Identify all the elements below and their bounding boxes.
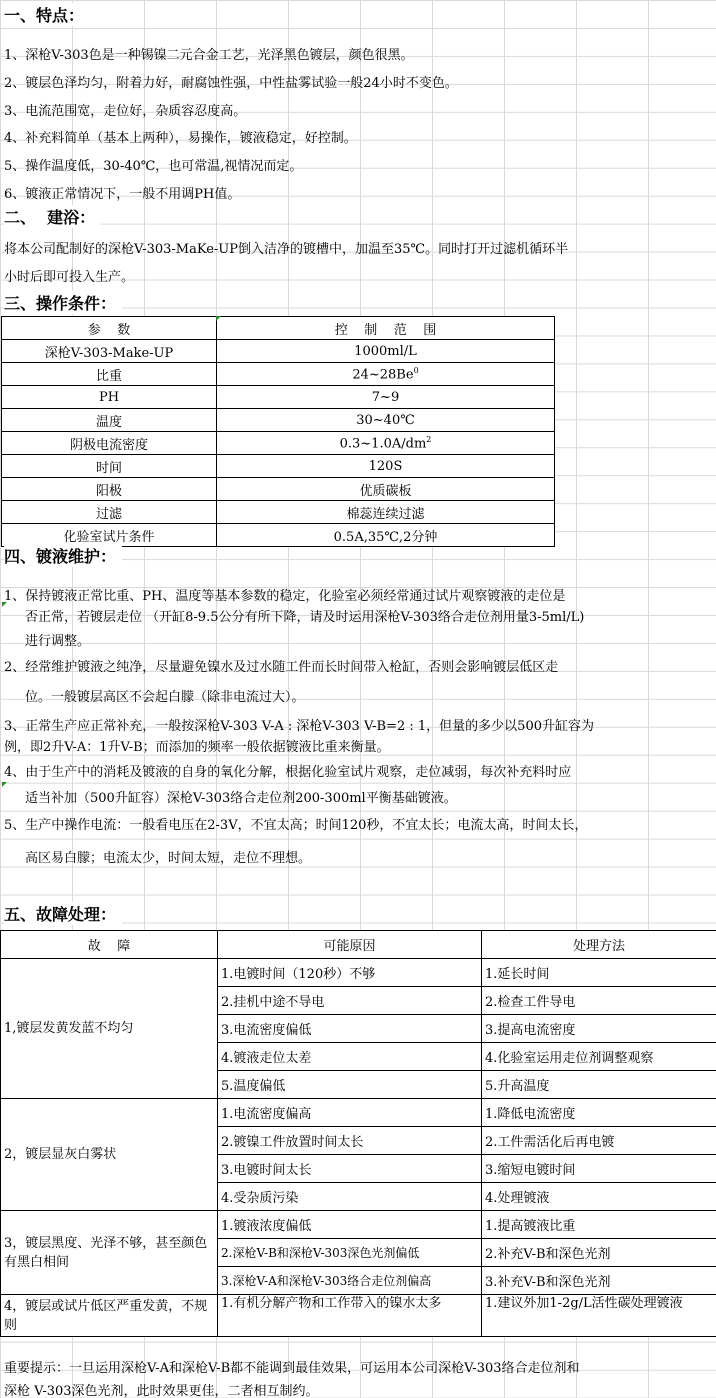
- value-cell: 优质碳板: [217, 478, 555, 501]
- value-cell: [217, 432, 555, 455]
- value-cell: 1000ml/L: [217, 340, 555, 363]
- cause-cell: 1.电流密度偏高: [218, 1099, 482, 1127]
- remedy-cell: 3.补充V-B和深色光剂: [482, 1267, 716, 1295]
- value-superscript: 0: [413, 365, 419, 375]
- value-cell: 棉蕊连续过滤: [217, 501, 555, 524]
- header-fault: 故 障: [1, 931, 218, 959]
- feature-item-5: 5、操作温度低，30-40℃，也可常温,视情况而定。: [4, 159, 303, 174]
- important-note-line-1: 重要提示：一旦运用深枪V-A和深枪V-B都不能调到最佳效果，可运用本公司深枪V-303络合走位剂和: [4, 1361, 580, 1376]
- table-row: [1, 1099, 716, 1127]
- param-cell: PH: [2, 386, 217, 409]
- table-row: [2, 501, 555, 524]
- fault-cell: 4，镀层或试片低区严重发黄，不规则: [1, 1295, 218, 1337]
- remedy-cell: 2.补充V-B和深色光剂: [482, 1239, 716, 1267]
- cause-cell: 5.温度偏低: [218, 1071, 482, 1099]
- maintenance-line-9: 适当补加（500升缸容）深枪V-303络合走位剂200-300ml平衡基础镀液。: [25, 791, 457, 806]
- feature-item-1: 1、深枪V-303色是一种锡镍二元合金工艺，光泽黑色镀层，颜色很黑。: [4, 48, 414, 63]
- header-param: 参 数: [2, 317, 217, 340]
- value-superscript: 2: [426, 434, 432, 444]
- cause-cell: 2.挂机中途不导电: [218, 987, 482, 1015]
- section-5-title: 五、故障处理：: [4, 902, 122, 925]
- cause-cell: 1.镀液浓度偏低: [218, 1211, 482, 1239]
- fault-cell: 2，镀层显灰白雾状: [1, 1099, 218, 1211]
- feature-item-4: 4、补充料简单（基本上两种），易操作，镀液稳定，好控制。: [4, 131, 357, 146]
- feature-item-2: 2、镀层色泽均匀，附着力好，耐腐蚀性强，中性盐雾试验一般24小时不变色。: [4, 76, 458, 91]
- remedy-cell: 5.升高温度: [482, 1071, 716, 1099]
- cause-cell: 1.电镀时间（120秒）不够: [218, 959, 482, 987]
- table-row: [2, 340, 555, 363]
- cause-cell: 2.深枪V-B和深枪V-303深色光剂偏低: [218, 1239, 482, 1267]
- table-row: [2, 432, 555, 455]
- makeup-text-line-2: 小时后即可投入生产。: [4, 270, 135, 285]
- table-row: [1, 1295, 716, 1337]
- maintenance-line-7: 例，即2升V-A：1升V-B；而添加的频率一般依据镀液比重来衡量。: [4, 740, 390, 755]
- table-row: [1, 1211, 716, 1239]
- remedy-cell: 3.提高电流密度: [482, 1015, 716, 1043]
- header-cause: 可能原因: [218, 931, 482, 959]
- param-cell: 化验室试片条件: [2, 524, 217, 547]
- cause-cell: 2.镀镍工件放置时间太长: [218, 1127, 482, 1155]
- maintenance-line-6: 3、正常生产应正常补充，一般按深枪V-303 V-A : 深枪V-303 V-B=2 : 1，但量的多少以500升缸容为: [4, 719, 594, 734]
- feature-item-6: 6、镀液正常情况下，一般不用调PH值。: [4, 187, 241, 202]
- param-cell: 时间: [2, 455, 217, 478]
- maintenance-line-1: 1、保持镀液正常比重、PH、温度等基本参数的稳定，化验室必须经常通过试片观察镀液的走位是: [4, 589, 566, 604]
- param-cell: 阳极: [2, 478, 217, 501]
- table-row: [2, 386, 555, 409]
- remedy-cell: 1.提高镀液比重: [482, 1211, 716, 1239]
- maintenance-line-11: 高区易白朦；电流太少，时间太短，走位不理想。: [25, 851, 312, 866]
- maintenance-line-8: 4、由于生产中的消耗及镀液的自身的氧化分解，根据化验室试片观察，走位减弱，每次补充料时应: [4, 765, 572, 780]
- fault-cell: 1,镀层发黄发蓝不均匀: [1, 959, 218, 1099]
- value-cell: [217, 363, 555, 386]
- section-2-title: 二、 建浴：: [4, 205, 101, 228]
- value-cell: 120S: [217, 455, 555, 478]
- remedy-cell: 1.建议外加1-2g/L活性碳处理镀液: [482, 1295, 716, 1337]
- cell-comment-marker: [2, 602, 7, 607]
- value-text: 24~28Be: [352, 367, 414, 383]
- maintenance-line-2: 否正常，若镀层走位 （开缸8-9.5公分有所下降，请及时运用深枪V-303络合走位剂用量3-5ml/L): [25, 610, 585, 625]
- cell-comment-marker: [216, 316, 221, 321]
- param-cell: 比重: [2, 363, 217, 386]
- makeup-text-line-1: 将本公司配制好的深枪V-303-MaKe-UP倒入洁净的镀槽中，加温至35℃。同时打开过滤机循环半: [4, 242, 569, 257]
- remedy-cell: 1.延长时间: [482, 959, 716, 987]
- table-row: [2, 363, 555, 386]
- cell-comment-marker: [2, 782, 7, 787]
- section-1-title: 一、特点：: [4, 3, 90, 26]
- cause-cell: 1.有机分解产物和工作带入的镍水太多: [218, 1295, 482, 1337]
- maintenance-line-4: 2、经常维护镀液之纯净，尽量避免镍水及过水随工件而长时间带入枪缸，否则会影响镀层低区走: [4, 660, 559, 675]
- param-cell: 深枪V-303-Make-UP: [2, 340, 217, 363]
- table-header-row: [1, 931, 716, 959]
- table-row: [2, 409, 555, 432]
- maintenance-line-10: 5、生产中操作电流：一般看电压在2-3V，不宜太高；时间120秒，不宜太长；电流太高，时间太长，: [4, 818, 588, 833]
- remedy-cell: 4.处理镀液: [482, 1183, 716, 1211]
- param-cell: 过滤: [2, 501, 217, 524]
- remedy-cell: 1.降低电流密度: [482, 1099, 716, 1127]
- cause-cell: 3.深枪V-A和深枪V-303络合走位剂偏高: [218, 1267, 482, 1295]
- maintenance-line-3: 进行调整。: [25, 634, 91, 649]
- remedy-cell: 3.缩短电镀时间: [482, 1155, 716, 1183]
- maintenance-line-5: 位。一般镀层高区不会起白朦（除非电流过大）。: [25, 690, 305, 705]
- table-row: [2, 455, 555, 478]
- cause-cell: 4.受杂质污染: [218, 1183, 482, 1211]
- section-4-title: 四、镀液维护：: [4, 544, 122, 567]
- param-cell: 温度: [2, 409, 217, 432]
- table-header-row: [2, 317, 555, 340]
- table-row: [1, 959, 716, 987]
- remedy-cell: 2.工件需活化后再电镀: [482, 1127, 716, 1155]
- remedy-cell: 4.化验室运用走位剂调整观察: [482, 1043, 716, 1071]
- troubleshooting-table: [0, 930, 716, 1337]
- cause-cell: 3.电镀时间太长: [218, 1155, 482, 1183]
- fault-cell: 3，镀层黑度、光泽不够，甚至颜色有黑白相间: [1, 1211, 218, 1295]
- remedy-cell: 2.检查工件导电: [482, 987, 716, 1015]
- operating-conditions-table: [1, 316, 555, 547]
- value-text: 0.3~1.0A/dm: [339, 436, 427, 452]
- param-cell: 阴极电流密度: [2, 432, 217, 455]
- feature-item-3: 3、电流范围宽，走位好，杂质容忍度高。: [4, 104, 247, 119]
- cause-cell: 3.电流密度偏低: [218, 1015, 482, 1043]
- value-cell: 7~9: [217, 386, 555, 409]
- value-cell: 30~40℃: [217, 409, 555, 432]
- header-range: 控 制 范 围: [217, 317, 555, 340]
- table-row: [2, 478, 555, 501]
- header-remedy: 处理方法: [482, 931, 716, 959]
- cause-cell: 4.镀液走位太差: [218, 1043, 482, 1071]
- section-3-title: 三、操作条件：: [4, 291, 122, 314]
- important-note-line-2: 深枪 V-303深色光剂，此时效果更佳，二者相互制约。: [4, 1384, 319, 1398]
- value-cell: 0.5A,35℃,2分钟: [217, 524, 555, 547]
